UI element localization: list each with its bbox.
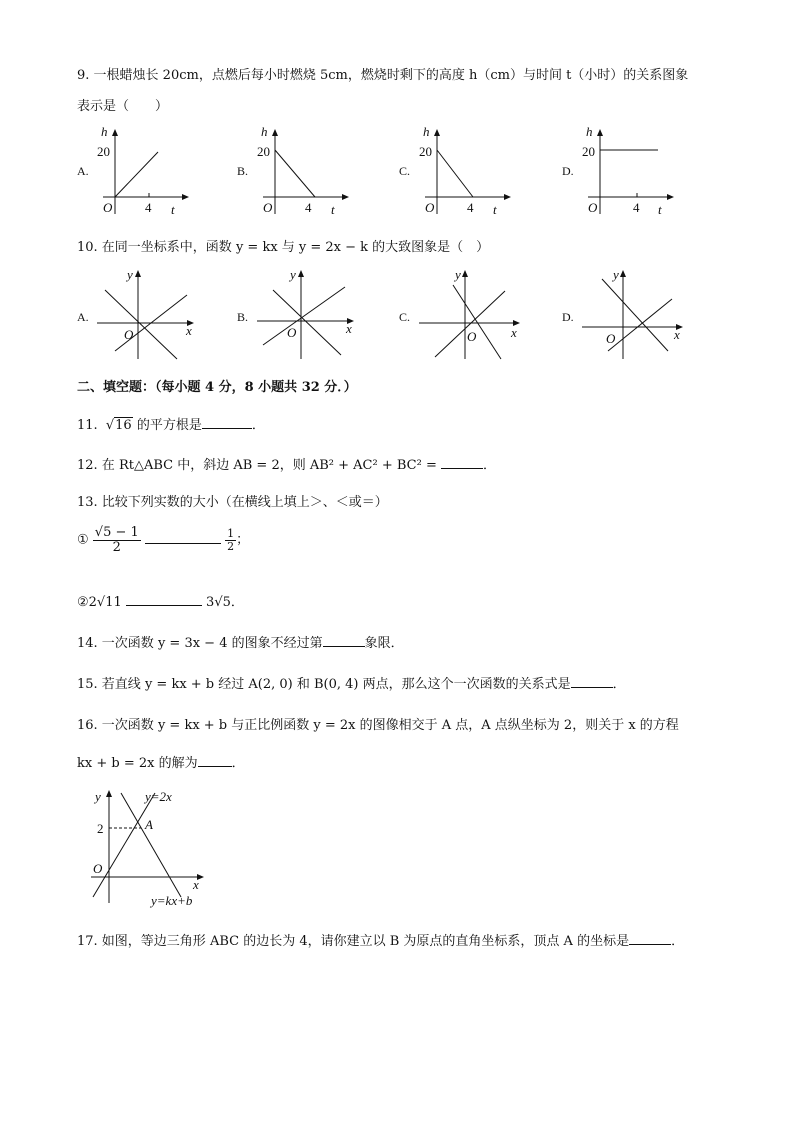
origin-label: O — [467, 329, 477, 344]
q13-item1-right-denominator: 2 — [227, 539, 235, 553]
q14 — [77, 632, 404, 651]
q10-option-b-label: B. — [237, 310, 249, 324]
q14-text: 14. 一次函数 y = 3x − 4 的图象不经过第 — [77, 636, 323, 651]
q13-item2-right: 3√5 — [206, 595, 231, 610]
q10-option-a-label: A. — [77, 310, 89, 324]
origin-label: O — [124, 327, 134, 342]
line-y-2x — [93, 793, 155, 897]
x-tick: 4 — [467, 200, 474, 215]
point-a-label: A — [145, 817, 153, 832]
line2-label: y=kx+b — [151, 893, 193, 908]
q10-graph-a — [93, 265, 203, 360]
q13-item1-answer-blank[interactable] — [145, 531, 221, 544]
q11-text: 的平方根是 — [136, 418, 202, 433]
x-label: x — [186, 323, 192, 338]
q9-graph-d — [578, 124, 688, 219]
q17-end: ． — [671, 934, 685, 949]
q12-answer-blank[interactable] — [441, 456, 483, 469]
y-label: y — [290, 267, 296, 282]
x-label: x — [674, 327, 680, 342]
graph-line — [437, 150, 473, 197]
q9-line2: 表示是（ ） — [77, 99, 169, 114]
x-label: t — [658, 202, 662, 217]
q11-end: ． — [251, 418, 265, 433]
q15-text: 15. 若直线 y = kx + b 经过 A(2, 0) 和 B(0, 4) 两点，那么这个一次函数的关系式是 — [77, 677, 571, 692]
q14-answer-blank[interactable] — [323, 634, 365, 647]
q9-graph-c — [415, 124, 525, 219]
origin-label: O — [263, 200, 273, 215]
y-label: h — [423, 124, 430, 139]
q13-item2-mark: ② — [77, 595, 89, 610]
line-1 — [453, 285, 501, 359]
q10-text: 10. 在同一坐标系中，函数 y = kx 与 y = 2x − k 的大致图象是（ ） — [77, 240, 490, 255]
q10-graph-b — [253, 265, 363, 360]
line1-label: y=2x — [145, 789, 172, 804]
q9-graph-b — [253, 124, 363, 219]
q16-figure — [83, 785, 213, 910]
q12-end: ． — [482, 458, 496, 473]
q10-graph-c — [415, 265, 525, 360]
q13-item2-answer-blank[interactable] — [126, 593, 202, 606]
q16-line2-text: kx + b = 2x 的解为 — [77, 756, 198, 771]
q9-option-b-label: B. — [237, 164, 249, 178]
q12 — [77, 454, 496, 473]
graph-line — [275, 150, 315, 197]
q9-graph-a — [93, 124, 203, 219]
q13-item2-end: ． — [230, 595, 244, 610]
y-tick: 20 — [419, 144, 432, 159]
origin-label: O — [103, 200, 113, 215]
x-label: t — [171, 202, 175, 217]
q13-item1 — [77, 526, 249, 554]
q10-option-c-label: C. — [399, 310, 411, 324]
y-label: y — [127, 267, 133, 282]
section-heading: 二、填空题：（每小题 4 分，8 小题共 32 分．） — [77, 380, 357, 395]
origin-label: O — [606, 331, 616, 346]
q10-option-d-label: D. — [562, 310, 574, 324]
q11: 11. √16 的平方根是 ． — [77, 418, 265, 433]
y-label: y — [455, 267, 461, 282]
q9-option-c-label: C. — [399, 164, 411, 178]
x-tick: 4 — [633, 200, 640, 215]
line-2 — [263, 287, 345, 345]
line-2 — [435, 291, 505, 357]
x-tick: 4 — [145, 200, 152, 215]
q15-end: ． — [612, 677, 626, 692]
y-label: h — [261, 124, 268, 139]
q13-item2-left: 2√11 — [88, 595, 122, 610]
y-tick: 2 — [97, 821, 104, 836]
q16-line2 — [77, 752, 245, 771]
x-tick: 4 — [305, 200, 312, 215]
y-label: h — [101, 124, 108, 139]
line-1 — [105, 290, 177, 359]
q15-answer-blank[interactable] — [571, 675, 613, 688]
origin-label: O — [588, 200, 598, 215]
line-y-kx-b — [121, 793, 181, 897]
y-tick: 20 — [582, 144, 595, 159]
x-label: x — [193, 877, 199, 892]
x-label: x — [346, 321, 352, 336]
line-1 — [273, 290, 341, 355]
y-label: h — [586, 124, 593, 139]
line-2 — [608, 299, 672, 351]
q12-text: 12. 在 Rt△ABC 中，斜边 AB = 2，则 AB² + AC² + BC² = — [77, 458, 437, 473]
q13-item2 — [77, 591, 244, 610]
q9-option-a-label: A. — [77, 164, 89, 178]
q17 — [77, 930, 684, 949]
q15 — [77, 673, 626, 692]
q11-number: 11. — [77, 418, 98, 433]
q14-end: 象限． — [364, 636, 404, 651]
q13-item1-end: ； — [236, 532, 250, 548]
x-label: t — [331, 202, 335, 217]
y-tick: 20 — [97, 144, 110, 159]
x-label: x — [511, 325, 517, 340]
y-tick: 20 — [257, 144, 270, 159]
x-label: t — [493, 202, 497, 217]
y-label: y — [95, 789, 101, 804]
q10-graph-d — [578, 265, 688, 360]
q16-end: ． — [231, 756, 245, 771]
y-label: y — [613, 267, 619, 282]
q13-text: 13. 比较下列实数的大小（在横线上填上＞、＜或＝） — [77, 495, 388, 510]
origin-label: O — [93, 861, 103, 876]
q16-answer-blank[interactable] — [198, 754, 232, 767]
q13-item1-denominator: 2 — [112, 539, 121, 555]
q16-line1: 16. 一次函数 y = kx + b 与正比例函数 y = 2x 的图像相交于 A 点，A 点纵坐标为 2，则关于 x 的方程 — [77, 718, 679, 733]
origin-label: O — [425, 200, 435, 215]
q11-radicand: 16 — [115, 418, 132, 433]
q9-line1: 9. 一根蜡烛长 20cm，点燃后每小时燃烧 5cm，燃烧时剩下的高度 h（cm）与时间 t（小时）的关系图象 — [77, 68, 689, 83]
q13-item1-mark: ① — [77, 532, 89, 548]
q13-item1-numerator: √5 − 1 — [94, 525, 139, 540]
q11-answer-blank[interactable] — [202, 416, 252, 429]
q17-text: 17. 如图，等边三角形 ABC 的边长为 4，请你建立以 B 为原点的直角坐标系，顶点 A 的坐标是 — [77, 934, 630, 949]
graph-line — [115, 152, 158, 197]
q17-answer-blank[interactable] — [629, 932, 671, 945]
q9-option-d-label: D. — [562, 164, 574, 178]
origin-label: O — [287, 325, 297, 340]
q13-item1-right-numerator: 1 — [227, 527, 235, 541]
